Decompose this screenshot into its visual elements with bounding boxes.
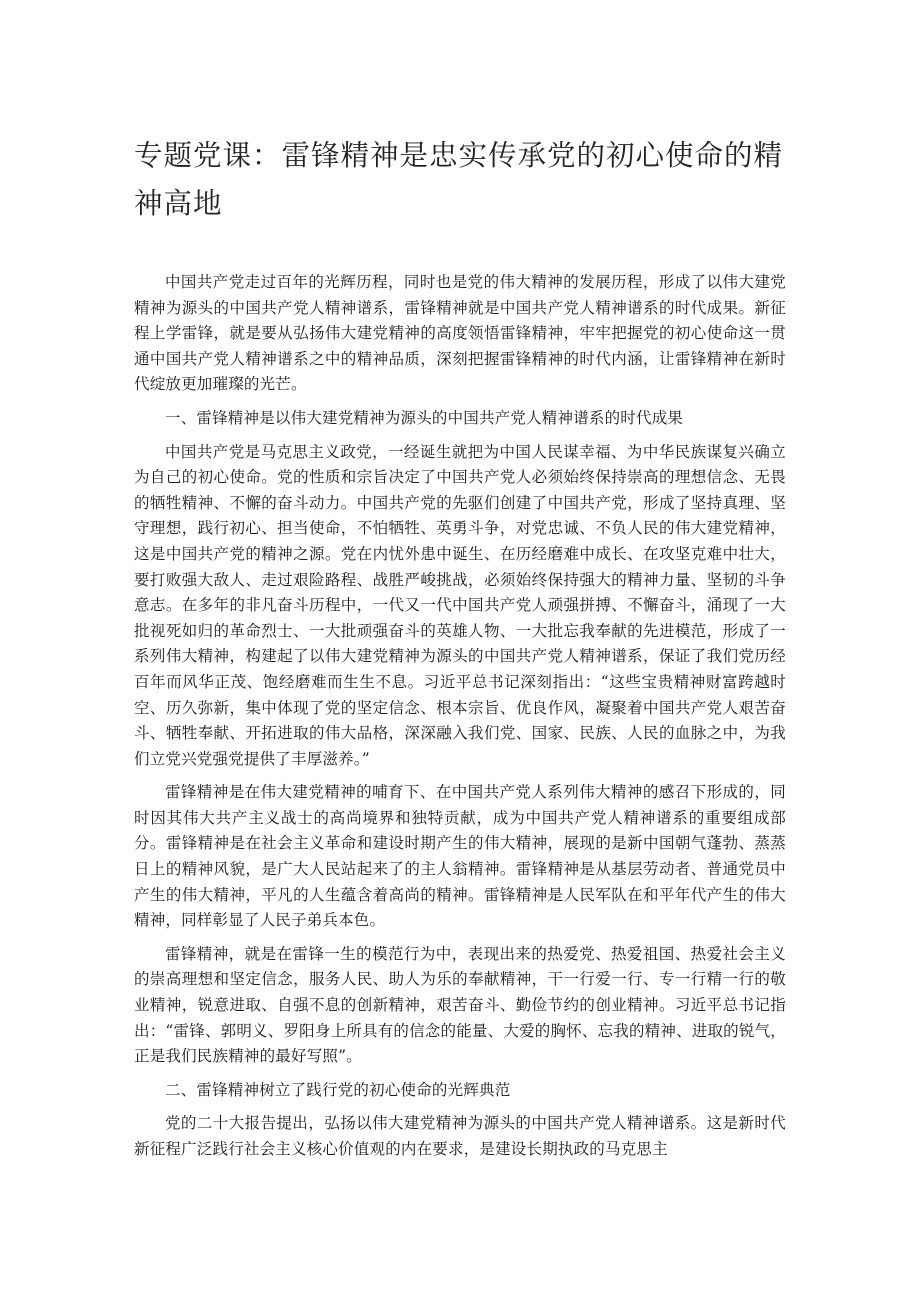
paragraph-intro: 中国共产党走过百年的光辉历程，同时也是党的伟大精神的发展历程，形成了以伟大建党精神为源头的中国共产党人精神谱系，雷锋精神就是中国共产党人精神谱系的时代成果。新征程上学雷锋，就是要从弘扬伟大建党精神的高度领悟雷锋精神，牢牢把握党的初心使命这一贯通中国共产党人精神谱系之中的精神品质，深刻把握雷锋精神的时代内涵，让雷锋精神在新时代绽放更加璀璨的光芒。 bbox=[134, 273, 786, 394]
paragraph-leifeng-definition: 雷锋精神，就是在雷锋一生的模范行为中，表现出来的热爱党、热爱祖国、热爱社会主义的崇高理想和坚定信念，服务人民、助人为乐的奉献精神，干一行爱一行、专一行精一行的敬业精神，锐意进取、自强不息的创新精神，艰苦奋斗、勤俭节约的创业精神。习近平总书记指出：“雷锋、郭明义、罗阳身上所具有的信念的能量、大爱的胸怀、忘我的精神、进取的锐气，正是我们民族精神的最好写照”。 bbox=[134, 944, 786, 1066]
document-body bbox=[134, 270, 786, 1171]
paragraph-leifeng-formation: 雷锋精神是在伟大建党精神的哺育下、在中国共产党人系列伟大精神的感召下形成的，同时因其伟大共产主义战士的高尚境界和独特贡献，成为中国共产党人精神谱系的重要组成部分。雷锋精神是在社会主义革命和建设时期产生的伟大精神，展现的是新中国朝气蓬勃、蒸蒸日上的精神风貌，是广大人民站起来了的主人翁精神。雷锋精神是从基层劳动者、普通党员中产生的伟大精神，平凡的人生蕴含着高尚的精神。雷锋精神是人民军队在和平年代产生的伟大精神，同样彰显了人民子弟兵本色。 bbox=[134, 783, 786, 930]
document-title: 专题党课：雷锋精神是忠实传承党的初心使命的精神高地 bbox=[134, 139, 784, 220]
section-heading-2: 二、雷锋精神树立了践行党的初心使命的光辉典范 bbox=[165, 1080, 511, 1099]
paragraph-twentieth-congress: 党的二十大报告提出，弘扬以伟大建党精神为源头的中国共产党人精神谱系。这是新时代新征程广泛践行社会主义核心价值观的内在要求，是建设长期执政的马克思主 bbox=[134, 1114, 786, 1158]
section-heading-1: 一、雷锋精神是以伟大建党精神为源头的中国共产党人精神谱系的时代成果 bbox=[165, 408, 684, 427]
paragraph-party-origin: 中国共产党是马克思主义政党，一经诞生就把为中国人民谋幸福、为中华民族谋复兴确立为自己的初心使命。党的性质和宗旨决定了中国共产党人必须始终保持崇高的理想信念、无畏的牺牲精神、不懈的奋斗动力。中国共产党的先驱们创建了中国共产党，形成了坚持真理、坚守理想，践行初心、担当使命，不怕牺牲、英勇斗争，对党忠诚、不负人民的伟大建党精神，这是中国共产党的精神之源。党在内忧外患中诞生、在历经磨难中成长、在攻坚克难中壮大，要打败强大敌人、走过艰险路程、战胜严峻挑战，必须始终保持强大的精神力量、坚韧的斗争意志。在多年的非凡奋斗历程中，一代又一代中国共产党人顽强拼搏、不懈奋斗，涌现了一大批视死如归的革命烈士、一大批顽强奋斗的英雄人物、一大批忘我奉献的先进模范，形成了一系列伟大精神，构建起了以伟大建党精神为源头的中国共产党人精神谱系，保证了我们党历经百年而风华正茂、饱经磨难而生生不息。习近平总书记深刻指出：“这些宝贵精神财富跨越时空、历久弥新，集中体现了党的坚定信念、根本宗旨、优良作风，凝聚着中国共产党人艰苦奋斗、牺牲奉献、开拓进取的伟大品格，深深融入我们党、国家、民族、人民的血脉之中，为我们立党兴党强党提供了丰厚滋养。” bbox=[134, 442, 786, 768]
